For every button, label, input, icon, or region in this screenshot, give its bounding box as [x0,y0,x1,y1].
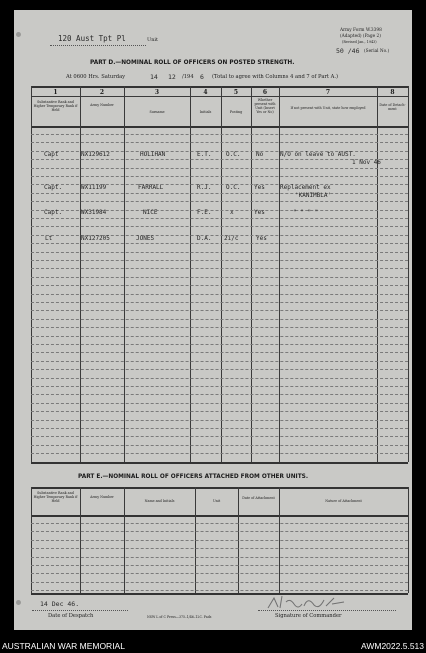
ruled-line [31,531,408,532]
despatch-date-value: 14 Dec 46. [40,600,80,608]
ruled-line [31,176,408,177]
row4-initials: D.A. [197,235,212,242]
part-d-header-rule [31,126,408,128]
ruled-line [31,252,408,253]
ruled-line [31,565,408,566]
e-header-date: Date of Attachment [242,496,275,500]
e-header-army-number: Army Number [90,495,114,499]
ruled-line [31,557,408,558]
ruled-line [31,548,408,549]
col-header-surname: Surname [149,110,165,114]
row1-present: No [256,151,264,158]
row4-rank: Lt [45,235,53,242]
ruled-line [31,445,408,446]
signature-label: Signature of Commander [275,613,342,619]
row3-rank: Capt. [44,209,63,216]
ruled-line [31,226,408,227]
part-e-title: PART E.—NOMINAL ROLL OF OFFICERS ATTACHED FROM OTHER UNITS. [78,474,309,480]
row1-employed-line2: 1 Nov 46 [352,159,381,166]
ruled-line [31,218,408,219]
ruled-line [31,327,408,328]
ruled-line [31,336,408,337]
row2-posting: O.C. [226,184,241,191]
row1-surname: HOLIHAN [140,151,166,158]
ruled-line [31,142,408,143]
ruled-line [31,582,408,583]
punch-hole-bottom [16,600,21,605]
col-number-2: 2 [99,89,105,96]
col-number-5: 5 [233,89,239,96]
row3-posting: x [230,209,234,216]
col-number-1: 1 [53,89,58,96]
despatch-label: Date of Despatch [48,613,94,619]
printer-note: NSW L of C Press—375–1/46–12C. Pads [147,615,212,619]
row2-initials: R.J. [197,184,212,191]
row4-posting: 2i/c [224,235,239,242]
ruled-line [31,361,408,362]
col-number-8: 8 [390,89,395,96]
row2-employed-line2: 'KANIMBLA' [295,192,332,199]
ruled-line [31,201,408,202]
part-e-top-rule [31,487,408,489]
form-id-line3: (Revised Jan., 1943) [342,40,377,44]
row1-initials: E.T. [197,151,212,158]
ruled-line [31,453,408,454]
col-header-present: Whether present with Unit (Insert Yes or No) [254,98,276,115]
ruled-line [31,294,408,295]
archive-caption-right: AWM2022.5.513 [361,641,424,651]
col-number-4: 4 [203,89,208,96]
row3-present: Yes [254,209,265,216]
unit-underline [50,45,146,46]
ruled-line [31,302,408,303]
date-day: 14 [150,73,158,81]
unit-label: Unit [147,37,159,43]
row1-number: NX129612 [81,151,110,158]
ruled-line [31,352,408,353]
row2-present: Yes [254,184,265,191]
part-d-numbers-rule [31,96,408,97]
form-sheet [14,10,412,630]
row4-surname: JONES [136,235,155,242]
ruled-line [31,378,408,379]
ruled-line [31,285,408,286]
ruled-line [31,394,408,395]
ruled-line [31,420,408,421]
row3-initials: F.E. [197,209,212,216]
row4-number: NX127205 [81,235,110,242]
col-header-rank: Substantive Rank and Higher Temporary Rank if Held [33,100,78,113]
punch-hole-top [16,32,21,37]
col-header-army-number: Army Number [90,103,114,107]
row3-number: WX31984 [81,209,107,216]
unit-value: 120 Aust Tpt Pl [58,34,126,43]
row3-surname: NICE [143,209,158,216]
serial-value: 50 /46 [336,47,360,55]
part-e-header-rule [31,515,408,517]
ruled-line [31,411,408,412]
part-d-subtitle-prefix: At 0600 Hrs. Saturday [66,74,126,80]
ruled-line [31,277,408,278]
part-d-title: PART D.—NOMINAL ROLL OF OFFICERS ON POSTED STRENGTH. [90,60,295,66]
ruled-line [31,386,408,387]
col-number-7: 7 [325,89,331,96]
ruled-line [31,310,408,311]
form-id-line1: Army Form W.3398 [340,28,382,33]
ruled-line [31,319,408,320]
row1-posting: O.C. [226,151,241,158]
date-year-suffix: 6 [200,73,204,81]
part-e-col-line-6 [408,487,409,593]
ruled-line [31,523,408,524]
ruled-line [31,268,408,269]
row4-present: Yes [256,235,267,242]
col-header-initials: Initials [199,110,212,114]
part-d-col-line-8 [408,86,409,462]
e-header-unit: Unit [212,499,221,503]
ruled-line [31,573,408,574]
ruled-line [31,134,408,135]
row2-surname: FARRALL [138,184,164,191]
ruled-line [31,540,408,541]
col-header-employed: If not present with Unit, state how employed [290,106,366,110]
col-number-6: 6 [262,89,268,96]
ruled-line [31,243,408,244]
row1-employed: N/O on leave to AUST. [280,151,356,158]
ruled-line [31,428,408,429]
col-number-3: 3 [154,89,160,96]
ruled-line [31,344,408,345]
part-d-subtitle-suffix: (Total to agree with Columns 4 and 7 of Part A.) [212,74,339,80]
row2-number: WX11199 [81,184,107,191]
col-header-posting: Posting [229,110,243,114]
ruled-line [31,168,408,169]
date-year-prefix: /194 [182,74,194,80]
e-header-name: Name and Initials [144,499,175,503]
part-d-top-rule [31,86,408,88]
ruled-line [31,260,408,261]
row2-rank: Capt. [44,184,63,191]
despatch-underline [32,610,128,611]
form-id-line2: (Adapted) (Page 2) [340,34,381,39]
part-d-bottom-rule [31,462,408,464]
row2-employed: Replacement ex [280,184,331,191]
serial-label: (Serial No.) [364,49,390,54]
row1-rank: Capt [44,151,59,158]
signature-underline [258,610,396,611]
e-header-rank: Substantive Rank and Higher Temporary Rank if Held [33,491,78,504]
ruled-line [31,193,408,194]
row3-employed: " " " " [293,209,319,216]
archive-caption-bar [0,638,426,653]
archive-caption-left: AUSTRALIAN WAR MEMORIAL [2,641,125,651]
e-header-nature: Nature of Attachment [325,499,362,503]
ruled-line [31,403,408,404]
date-month: 12 [168,73,176,81]
ruled-line [31,369,408,370]
ruled-line [31,436,408,437]
col-header-detach-date: Date of Detach-ment [379,103,406,112]
